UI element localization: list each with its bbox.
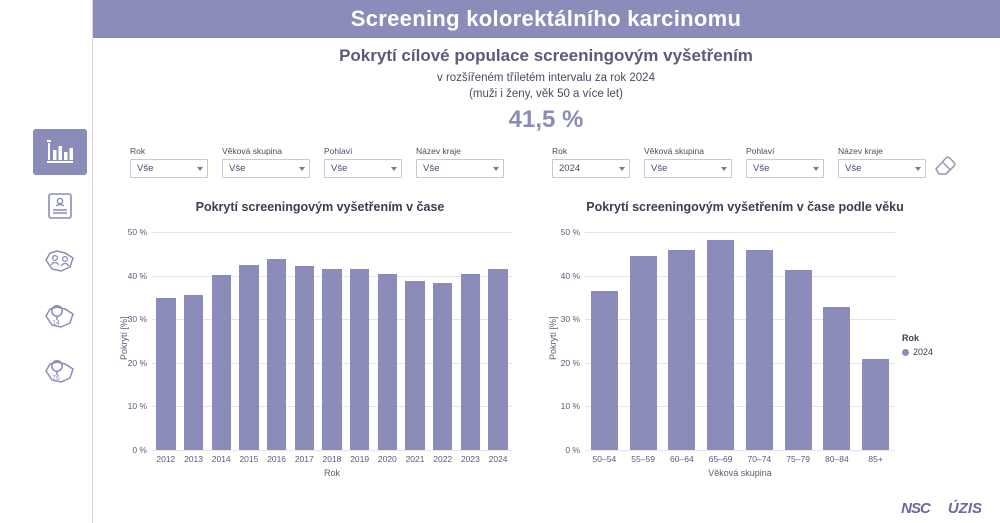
gridline [585,450,895,451]
filter-dropdown[interactable] [746,159,824,178]
filter-value: 2024 [559,163,581,174]
x-axis-tick: 2019 [350,454,370,464]
bar[interactable] [378,274,397,450]
filter-vekova-skupina-right [644,146,732,178]
legend-title: Rok [902,333,920,343]
sidebar-item-bar-chart[interactable] [33,129,87,175]
x-axis-tick: 55–59 [631,454,655,464]
dashboard-subtitle: Pokrytí cílové populace screeningovým vyšetřením [339,46,753,65]
x-axis-tick: 2023 [460,454,480,464]
bar-cell [701,232,740,450]
legend-color-swatch [902,349,909,356]
y-axis-tick: 50 % [560,227,580,237]
eraser-icon [932,152,958,178]
chevron-down-icon [493,167,499,171]
bar[interactable] [591,291,618,450]
dashboard-subtitle-3: (muži i ženy, věk 50 a více let) [469,88,623,100]
bar[interactable] [461,274,480,450]
kpi-value: 41,5 % [508,106,584,133]
bar-cell [207,232,235,450]
y-axis-tick: 30 % [127,314,147,325]
chart-title: Pokrytí screeningovým vyšetřením v čase [195,200,445,214]
svg-text:76: 76 [52,375,60,382]
chart-left-ylabel: Pokrytí [%] [119,316,129,360]
bar[interactable] [785,270,812,450]
bar[interactable] [156,298,175,450]
filter-rok-right [552,146,630,178]
bar-cell [290,232,318,450]
x-axis-tick: 2022 [433,454,453,464]
bar[interactable] [295,266,314,450]
filter-value: Vše [753,163,770,174]
bar[interactable] [862,359,889,450]
chevron-down-icon [197,167,203,171]
y-axis-tick: 50 % [127,227,147,237]
filter-label: Pohlaví [746,146,775,156]
bar-cell [180,232,208,450]
bar-cell [779,232,818,450]
y-axis-tick: 0 % [565,445,580,455]
bar-cell [818,232,857,450]
filter-nazev-kraje-left [416,146,504,178]
filter-vekova-skupina-left [222,146,310,178]
filter-value: Vše [331,163,348,174]
filter-pohlavi-left [324,146,402,178]
filter-dropdown[interactable] [552,159,630,178]
chart-title: Pokrytí screeningovým vyšetřením v čase podle věku [586,200,904,214]
chevron-down-icon [619,167,625,171]
x-axis-tick: 75–79 [786,454,810,464]
x-axis-tick: 80–84 [825,454,849,464]
x-axis-tick: 2016 [267,454,287,464]
x-axis-tick: 60–64 [670,454,694,464]
bar[interactable] [405,281,424,450]
bar[interactable] [350,269,369,450]
x-axis-tick: 65–69 [708,454,733,464]
svg-text:14: 14 [52,320,60,327]
bar[interactable] [267,259,286,450]
bar-cell [235,232,263,450]
y-axis-tick: 10 % [127,401,147,412]
bar-cell [318,232,346,450]
chevron-down-icon [299,167,305,171]
sidebar-item-map-people[interactable] [33,238,87,284]
bar[interactable] [184,295,203,450]
bar-cell [856,232,895,450]
x-axis-tick: 2020 [377,454,397,464]
filter-dropdown[interactable] [324,159,402,178]
bar-cell [374,232,402,450]
y-axis-tick: 20 % [127,357,147,368]
chart-right-ylabel: Pokrytí [%] [548,316,558,360]
nsc-logo: NSC [901,500,930,517]
filter-label: Věková skupina [644,146,705,156]
bar[interactable] [823,307,850,450]
dashboard-subtitle-2: v rozšířeném tříletém intervalu za rok 2024 [437,72,655,84]
bar[interactable] [707,240,734,450]
y-axis-tick: 20 % [560,357,580,368]
x-axis-tick: 2014 [211,454,231,464]
filter-label: Rok [130,146,146,156]
filter-dropdown[interactable] [416,159,504,178]
bar-series [152,232,512,450]
legend-item[interactable] [902,347,933,357]
x-axis-tick: 2021 [405,454,425,464]
sidebar-item-map-14[interactable] [33,293,87,339]
x-axis-tick: 2017 [294,454,314,464]
x-axis-tick: 2024 [488,454,508,464]
y-axis-tick: 40 % [560,270,580,281]
bar-cell [624,232,663,450]
filter-dropdown[interactable] [838,159,926,178]
bar-cell [457,232,485,450]
bar[interactable] [488,269,507,450]
filter-bar-right [552,146,926,178]
chevron-down-icon [721,167,727,171]
y-axis-tick: 10 % [560,401,580,412]
x-axis-tick: 70–74 [747,454,772,464]
bar-chart-icon [45,139,75,165]
x-axis-tick: 85+ [868,454,883,464]
chevron-down-icon [813,167,819,171]
chevron-down-icon [391,167,397,171]
filter-value: Vše [229,163,246,174]
chevron-down-icon [915,167,921,171]
y-axis-tick: 0 % [132,445,147,455]
chart-right-xticks [585,454,895,464]
filter-dropdown[interactable] [130,159,208,178]
bar[interactable] [322,269,341,450]
chart-right-xlabel: Věková skupina [708,468,772,478]
chart-left-plot [127,227,512,455]
x-axis-tick: 2015 [239,454,259,464]
bar[interactable] [433,283,452,450]
sidebar-item-map-76[interactable] [33,348,87,394]
legend [902,333,933,357]
filter-nazev-kraje-right [838,146,926,178]
x-axis-tick: 2012 [156,454,176,464]
filter-dropdown[interactable] [222,159,310,178]
y-axis-tick: 30 % [560,314,580,325]
filter-rok-left [130,146,208,178]
bar[interactable] [212,275,231,450]
bar-cell [346,232,374,450]
bar-cell [152,232,180,450]
chart-left-xlabel: Rok [323,468,340,478]
filter-label: Rok [552,146,568,156]
filter-label: Pohlaví [324,146,353,156]
chart-right-plot [560,227,895,455]
chart-panel-time [120,200,520,214]
bar[interactable] [630,256,657,450]
filter-dropdown[interactable] [644,159,732,178]
filter-label: Název kraje [416,146,461,156]
filter-value: Vše [651,163,668,174]
map-pin-76-icon [43,355,77,387]
filter-value: Vše [137,163,154,174]
bar-series [585,232,895,450]
uzis-logo: ÚZIS [947,500,982,517]
map-people-icon [43,246,77,276]
gridline [152,450,512,451]
filter-label: Věková skupina [222,146,283,156]
chart-panel-age [545,200,945,214]
bar-cell [484,232,512,450]
bar-cell [401,232,429,450]
sidebar [0,0,93,523]
filter-pohlavi-right [746,146,824,178]
page-title: Screening kolorektálního karcinomu [350,6,742,31]
map-pin-14-icon [43,300,77,332]
x-axis-tick: 2013 [184,454,203,464]
x-axis-tick: 50–54 [592,454,617,464]
reset-filters-button[interactable] [932,152,958,178]
filter-value: Vše [845,163,862,174]
bar-cell [585,232,624,450]
sidebar-item-report[interactable] [33,183,87,229]
filter-value: Vše [423,163,440,174]
legend-item-label: 2024 [913,347,934,357]
bar-cell [663,232,702,450]
bar-cell [740,232,779,450]
filter-bar-left [130,146,504,178]
header [92,0,1000,38]
filter-label: Název kraje [838,146,883,156]
report-icon [45,191,75,221]
x-axis-tick: 2018 [322,454,342,464]
chart-left-xticks [152,454,512,464]
bar[interactable] [746,250,773,450]
bar-cell [429,232,457,450]
y-axis-tick: 40 % [127,270,147,281]
bar[interactable] [239,265,258,450]
bar-cell [263,232,291,450]
bar[interactable] [668,250,695,450]
footer-logos [901,500,982,517]
